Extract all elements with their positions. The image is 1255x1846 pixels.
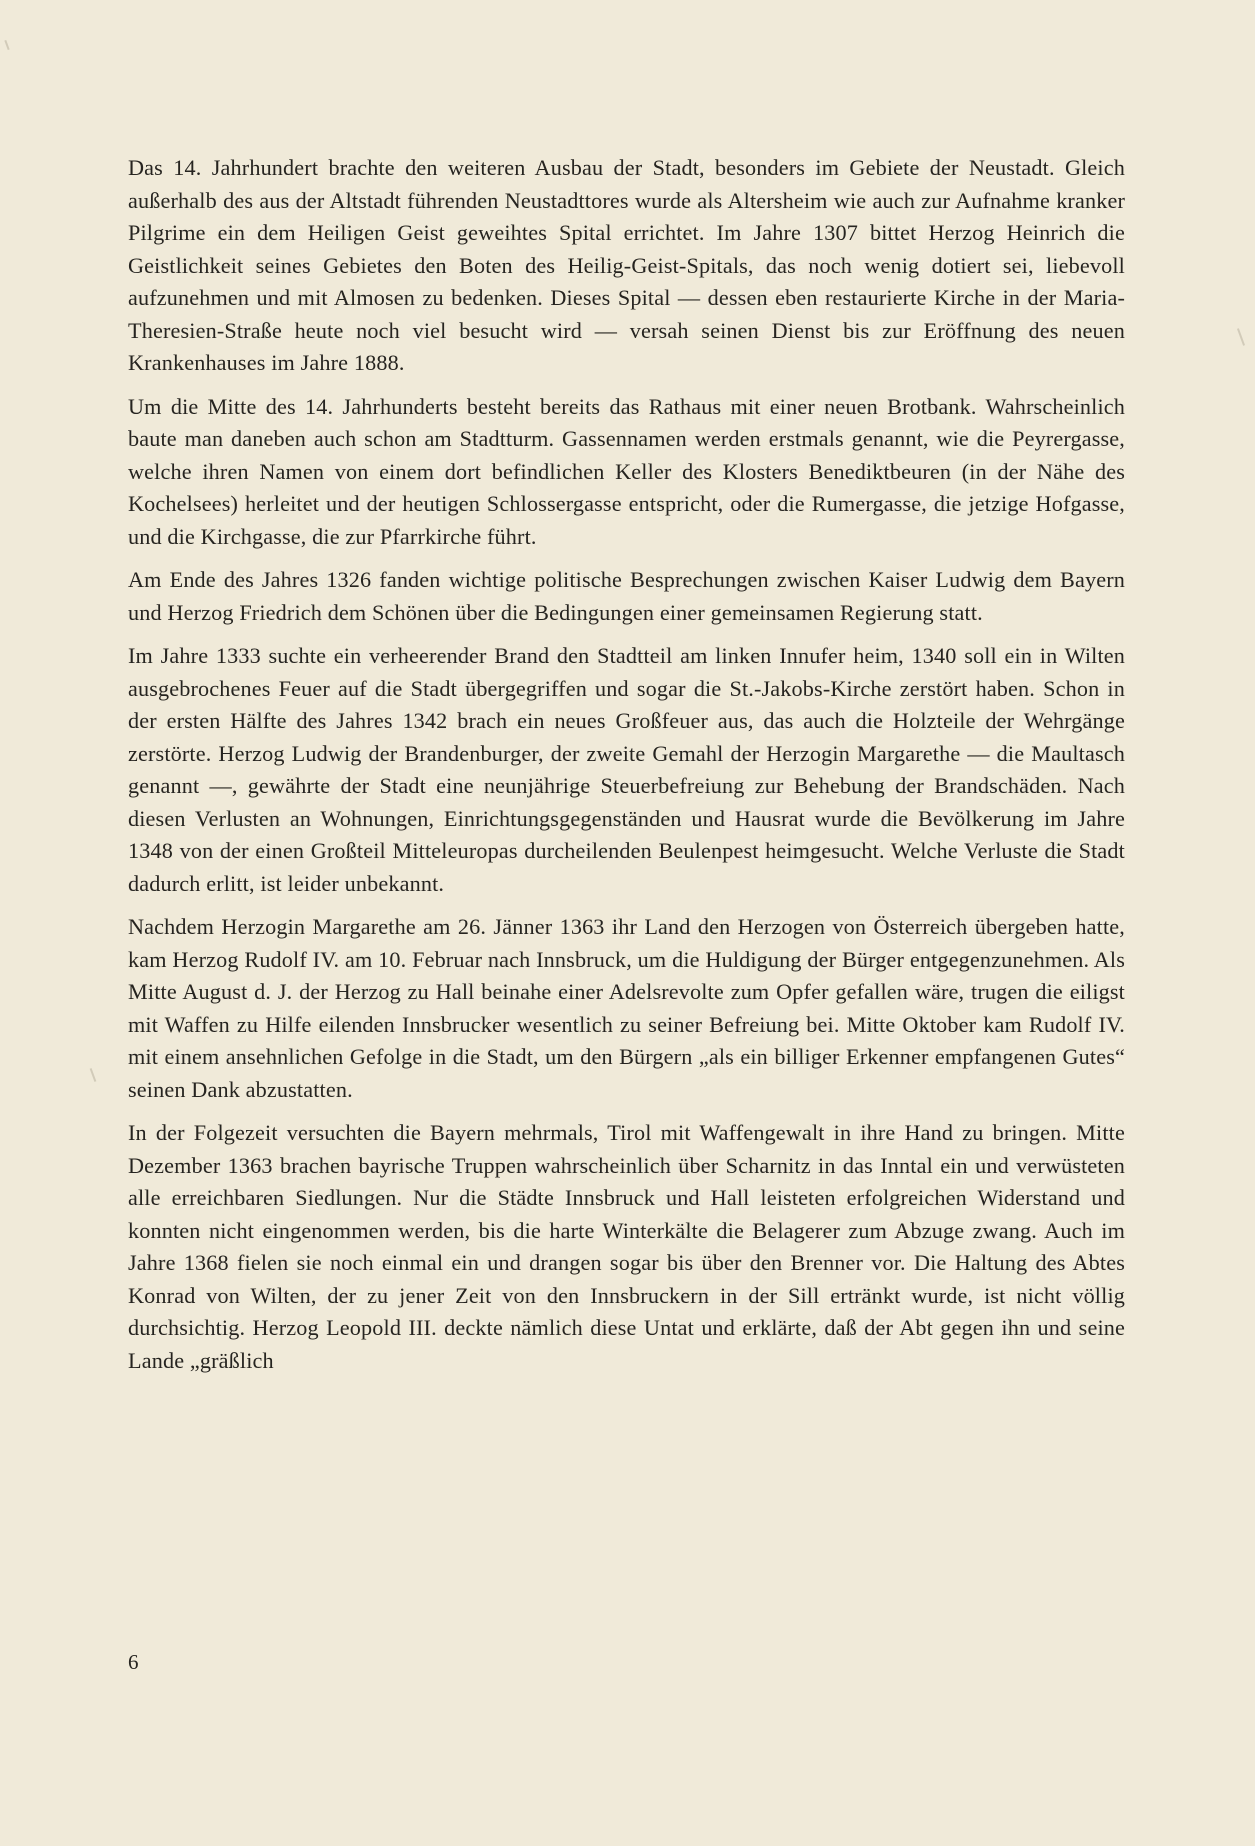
paragraph-3: Am Ende des Jahres 1326 fanden wichtige politische Besprechungen zwischen Kaiser Ludwig dem Bayern und Herzog Friedrich dem Schönen über die Bedingungen einer gemeinsamen Regierung statt. <box>128 567 1125 625</box>
paragraph-6: In der Folgezeit versuchten die Bayern mehrmals, Tirol mit Waffengewalt in ihre Hand zu bringen. Mitte Dezember 1363 brachen bayrische Truppen wahrscheinlich über Scharnitz in das Inntal ein und verwüsteten alle erreichbaren Siedlungen. Nur die Städte Innsbruck und Hall leisteten erfolgreichen Widerstand und konnten nicht eingenommen werden, bis die harte Winterkälte die Belagerer zum Abzuge zwang. Auch im Jahre 1368 fielen sie noch einmal ein und drangen sogar bis über den Brenner vor. Die Haltung des Abtes Konrad von Wilten, der zu jener Zeit von den Innsbruckern in der Sill ertränkt wurde, ist nicht völlig durchsichtig. Herzog Leopold III. deckte nämlich diese Untat und erklärte, daß der Abt gegen ihn und seine Lande „gräßlich <box>128 1120 1125 1373</box>
paper-speck <box>1237 328 1245 346</box>
paragraph-5: Nachdem Herzogin Margarethe am 26. Jänner 1363 ihr Land den Herzogen von Österreich übergeben hatte, kam Herzog Rudolf IV. am 10. Februar nach Innsbruck, um die Huldigung der Bürger entgegenzunehmen. Als Mitte August d. J. der Herzog zu Hall beinahe einer Adelsrevolte zum Opfer gefallen wäre, trugen die eiligst mit Waffen zu Hilfe eilenden Innsbrucker wesentlich zu seiner Befreiung bei. Mitte Oktober kam Rudolf IV. mit einem ansehnlichen Gefolge in die Stadt, um den Bürgern „als ein billiger Erkenner empfangenen Gutes“ seinen Dank abzustatten. <box>128 914 1125 1102</box>
paragraph-4: Im Jahre 1333 suchte ein verheerender Brand den Stadtteil am linken Innufer heim, 1340 soll ein in Wilten ausgebrochenes Feuer auf die Stadt übergegriffen und sogar die St.-Jakobs-Kirche zerstört haben. Schon in der ersten Hälfte des Jahres 1342 brach ein neues Großfeuer aus, das auch die Holzteile der Wehrgänge zerstörte. Herzog Ludwig der Brandenburger, der zweite Gemahl der Herzogin Margarethe — die Maultasch genannt —, gewährte der Stadt eine neunjährige Steuerbefreiung zur Behebung der Brandschäden. Nach diesen Verlusten an Wohnungen, Einrichtungsgegenständen und Hausrat wurde die Bevölkerung im Jahre 1348 von der einen Großteil Mitteleuropas durcheilenden Beulenpest heimgesucht. Welche Verluste die Stadt dadurch erlitt, ist leider unbekannt. <box>128 643 1125 896</box>
paragraph-1: Das 14. Jahrhundert brachte den weiteren Ausbau der Stadt, besonders im Gebiete der Neustadt. Gleich außerhalb des aus der Altstadt führenden Neustadttores wurde als Altersheim wie auch zur Aufnahme kranker Pilgrime ein dem Heiligen Geist geweihtes Spital errichtet. Im Jahre 1307 bittet Herzog Heinrich die Geistlichkeit seines Gebietes den Boten des Heilig-Geist-Spitals, das noch wenig dotiert sei, liebevoll aufzunehmen und mit Almosen zu bedenken. Dieses Spital — dessen eben restaurierte Kirche in der Maria-Theresien-Straße heute noch viel besucht wird — versah seinen Dienst bis zur Eröffnung des neuen Krankenhauses im Jahre 1888. <box>128 155 1125 375</box>
paper-speck <box>4 40 9 50</box>
page-number: 6 <box>128 1650 139 1674</box>
body-text <box>128 152 1125 1388</box>
paragraph-2: Um die Mitte des 14. Jahrhunderts besteht bereits das Rathaus mit einer neuen Brotbank. Wahrscheinlich baute man daneben auch schon am Stadtturm. Gassennamen werden erstmals genannt, wie die Peyrergasse, welche ihren Namen von einem dort befindlichen Keller des Klosters Benediktbeuren (in der Nähe des Kochelsees) herleitet und der heutigen Schlossergasse entspricht, oder die Rumergasse, die jetzige Hofgasse, und die Kirchgasse, die zur Pfarrkirche führt. <box>128 393 1125 549</box>
paper-speck <box>90 1068 97 1082</box>
